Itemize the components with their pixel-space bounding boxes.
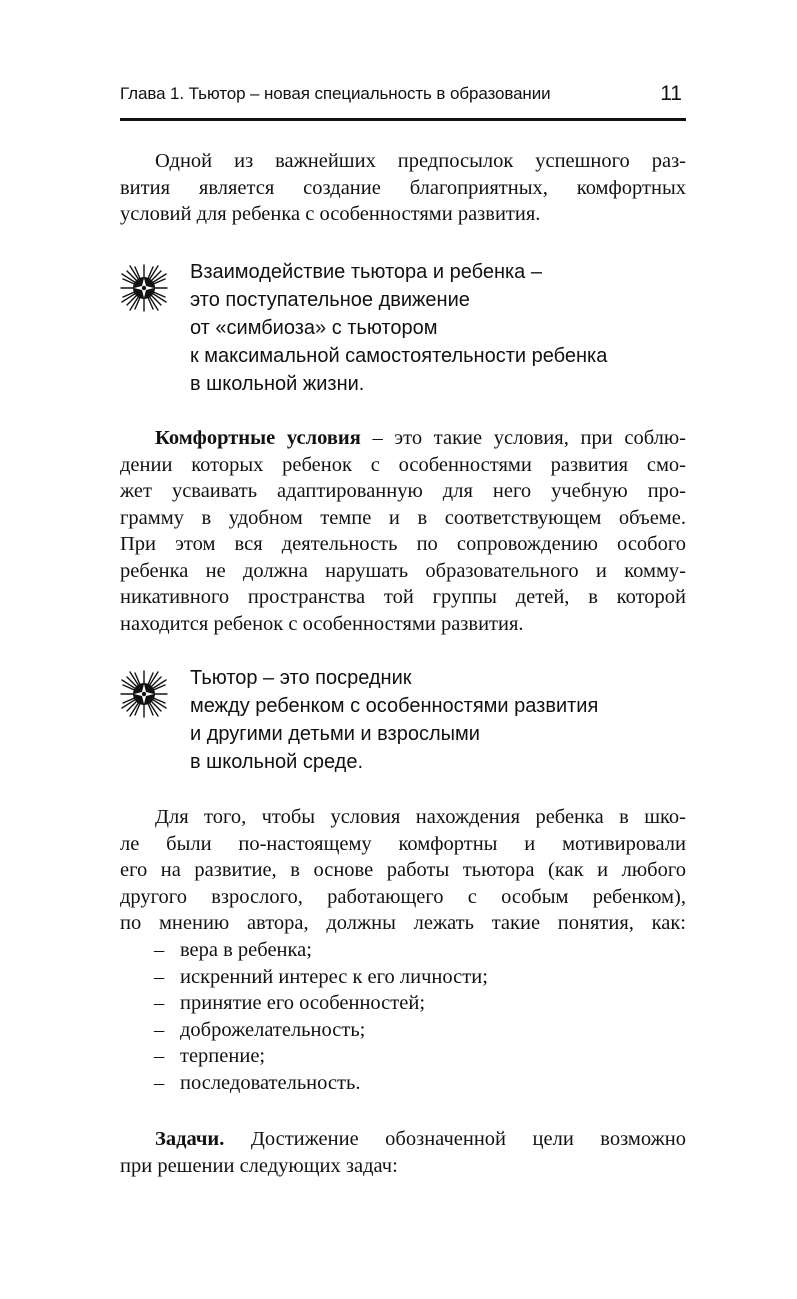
text-span: Достижение обозначенной цели возможно (224, 1128, 686, 1150)
list-item (154, 990, 674, 1017)
callout-line: и другими детьми и взрослыми (190, 723, 480, 745)
paragraph-concepts (120, 804, 686, 937)
callout-line: Тьютор – это посредник (190, 667, 412, 689)
text-line: жет усваивать адаптированную для него учебную про- (120, 480, 686, 502)
list-item-text: терпение; (180, 1045, 266, 1067)
concepts-list (154, 937, 674, 1096)
list-item-text: принятие его особенностей; (180, 992, 426, 1014)
paragraph-comfortable-conditions (120, 425, 686, 637)
callout-text (190, 258, 607, 398)
text-line: никативного пространства той группы детей, в которой (120, 586, 686, 608)
text-line: вития является создание благоприятных, комфортных (120, 176, 686, 199)
callout-line: Взаимодействие тьютора и ребенка – (190, 261, 542, 283)
list-item-text: искренний интерес к его личности; (180, 965, 488, 988)
chapter-title: Глава 1. Тьютор – новая специальность в образовании (120, 84, 551, 103)
text-line (120, 425, 686, 452)
text-line: условий для ребенка с особенностями развития. (120, 203, 541, 225)
list-item (154, 1043, 674, 1070)
callout-line: к максимальной самостоятельности ребенка (190, 345, 608, 367)
text-line: ребенка не должна нарушать образовательного и комму- (120, 559, 686, 582)
callout-line: это поступательное движение (190, 289, 470, 311)
star-ornament-icon (120, 264, 168, 312)
text-line: его на развитие, в основе работы тьютора (как и любого (120, 859, 686, 881)
list-item-text: вера в ребенка; (180, 939, 312, 961)
text-line: при решении следующих задач: (120, 1154, 398, 1177)
list-item-text: доброжелательность; (180, 1018, 366, 1041)
callout-interaction (120, 258, 686, 398)
text-span: – это такие условия, при соблю- (360, 427, 686, 449)
callout-line: в школьной среде. (190, 751, 364, 773)
text-line: Одной из важнейших предпосылок успешного раз- (155, 150, 686, 172)
callout-text (190, 664, 598, 776)
list-item (154, 1017, 674, 1044)
text-line: Для того, чтобы условия нахождения ребенка в шко- (155, 806, 686, 828)
paragraph-tasks (120, 1126, 686, 1179)
text-line: грамму в удобном темпе и в соответствующем объеме. (120, 506, 686, 529)
text-line: по мнению автора, должны лежать такие понятия, как: (120, 912, 686, 934)
text-line: При этом вся деятельность по сопровождению особого (120, 533, 686, 555)
list-dash: – (154, 939, 165, 961)
page-number: 11 (660, 82, 682, 105)
text-line (120, 1126, 686, 1153)
star-ornament-icon (120, 670, 168, 718)
callout-line: между ребенком с особенностями развития (190, 695, 599, 717)
text-line: другого взрослого, работающего с особым ребенком), (120, 885, 686, 908)
list-item-text: последовательность. (180, 1071, 361, 1094)
list-item (154, 1070, 674, 1097)
paragraph-intro (120, 148, 686, 228)
list-dash: – (154, 992, 165, 1014)
list-dash: – (154, 1045, 165, 1067)
running-header (120, 82, 686, 121)
callout-tutor (120, 664, 686, 776)
callout-line: от «симбиоза» с тьютором (190, 317, 438, 339)
list-dash: – (154, 1071, 165, 1094)
text-line: дении которых ребенок с особенностями развития смо- (120, 453, 686, 476)
list-item (154, 964, 674, 991)
text-line: находится ребенок с особенностями развития. (120, 612, 524, 635)
callout-line: в школьной жизни. (190, 373, 365, 395)
list-dash: – (154, 965, 165, 988)
text-line: ле были по-настоящему комфортны и мотивировали (120, 832, 686, 855)
term-bold: Задачи. (155, 1128, 225, 1150)
list-item (154, 937, 674, 964)
list-dash: – (154, 1018, 165, 1041)
term-bold: Комфортные условия (155, 427, 361, 449)
